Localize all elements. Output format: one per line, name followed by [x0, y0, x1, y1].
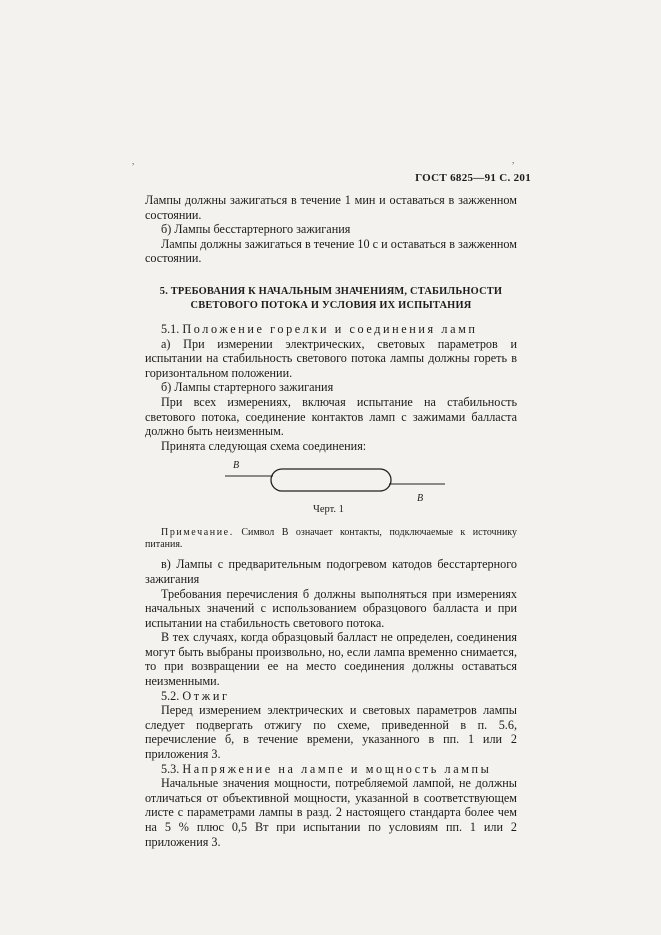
paragraph: Лампы должны зажигаться в течение 1 мин и оставаться в зажженном состоянии.	[145, 193, 517, 222]
page-header: ГОСТ 6825—91 С. 201	[415, 172, 531, 184]
paragraph: а) При измерении электрических, световых параметров и испытании на стабильность светового потока лампы должны гореть в горизонтальном положении.	[145, 336, 517, 380]
subsection-heading	[145, 322, 517, 337]
scan-speck: ,	[132, 156, 135, 166]
paragraph: Требования перечисления б должны выполняться при измерениях начальных значений с использованием образцового балласта и при испытании на стабильность светового потока.	[145, 586, 517, 630]
note-label: Примечание.	[161, 527, 234, 539]
contact-label-top: B	[233, 460, 240, 472]
lamp-connection-diagram	[145, 455, 517, 517]
section-title-line: СВЕТОВОГО ПОТОКА И УСЛОВИЯ ИХ ИСПЫТАНИЯ	[190, 299, 472, 311]
subsection-heading	[145, 762, 517, 777]
paragraph: Начальные значения мощности, потребляемой лампой, не должны отличаться от объективной мощности, указанной в соответствующем листе с параметрами лампы в разд. 2 настоящего стандарта более чем на 5 % плюс 0,5 Вт при испытании по условиям пп. 1 или 2 приложения 3.	[145, 776, 517, 849]
scan-speck: ,	[512, 155, 515, 165]
heading-number: 5.1.	[161, 321, 180, 336]
paragraph: В тех случаях, когда образцовый балласт не определен, соединения могут быть выбраны произвольно, но, если лампа временно снимается, то при возвращении ее на место соединения должны оставаться неизменными.	[145, 630, 517, 689]
heading-text: Положение горелки и соединения ламп	[182, 321, 478, 336]
paragraph: б) Лампы стартерного зажигания	[161, 380, 334, 395]
note	[145, 527, 517, 551]
paragraph: Перед измерением электрических и световых параметров лампы следует подвергать отжигу по схеме, приведенной в п. 5.6, перечисление б, в течение времени, указанного в пп. 1 или 2 приложения 3.	[145, 703, 517, 762]
note-text: Символ В означает контакты, подключаемые к источнику питания.	[145, 527, 518, 551]
paragraph: При всех измерениях, включая испытание на стабильность светового потока, соединение контактов ламп с зажимами балласта должно быть неизменным.	[145, 394, 517, 439]
paragraph: Лампы должны зажигаться в течение 10 с и оставаться в зажженном состоянии.	[145, 236, 517, 266]
section-title-line: 5. ТРЕБОВАНИЯ К НАЧАЛЬНЫМ ЗНАЧЕНИЯМ, СТАБИЛЬНОСТИ	[159, 285, 503, 297]
heading-text: Напряжение на лампе и мощность лампы	[182, 761, 492, 776]
heading-number: 5.2.	[161, 688, 180, 703]
contact-label-bottom: B	[417, 493, 424, 505]
paragraph: в) Лампы с предварительным подогревом катодов бесстартерного зажигания	[145, 557, 517, 586]
lamp-tube	[271, 469, 391, 491]
figure-caption: Черт. 1	[313, 504, 344, 516]
heading-text: Отжиг	[182, 688, 230, 703]
heading-number: 5.3.	[161, 761, 180, 776]
paragraph: б) Лампы бесстартерного зажигания	[161, 222, 351, 237]
subsection-heading	[145, 689, 517, 704]
document-body	[145, 193, 517, 849]
paragraph: Принята следующая схема соединения:	[161, 438, 367, 453]
section-title	[145, 285, 517, 313]
